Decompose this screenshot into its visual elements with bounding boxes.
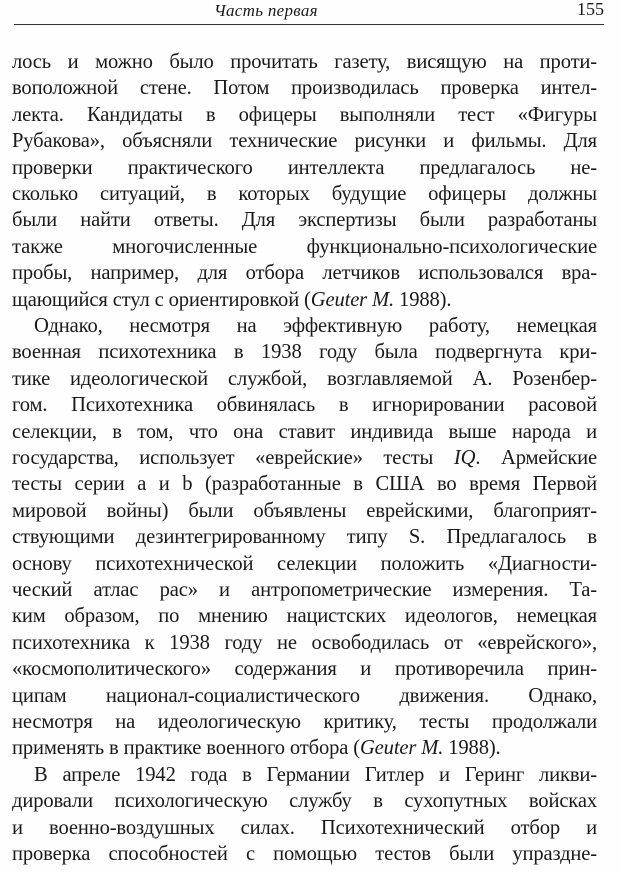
text-line: также многочисленные функционально-психологические xyxy=(12,235,597,258)
text-line: несмотря на идеологическую критику, тесты продолжали xyxy=(12,711,597,733)
text-line: военная психотехника в 1938 году была подвергнута кри- xyxy=(12,341,597,364)
text-line: основу психотехнической селекции положить «Диагности- xyxy=(12,552,597,575)
text-line: Рубакова», объясняли технические рисунки и фильмы. Для xyxy=(12,130,597,153)
text-line: проверки практического интеллекта предлагалось не- xyxy=(12,156,597,179)
text-span: щающийся стул с ориентировкой ( xyxy=(12,288,311,311)
text-line: селекции, в том, что она ставит индивида выше народа и xyxy=(12,420,597,443)
text-line: дировали психологическую службу в сухопутных войсках xyxy=(12,790,597,813)
text-line: психотехника к 1938 году не освободилась от «еврейского», xyxy=(12,631,597,654)
text-line: и военно-воздушных силах. Психотехнический отбор и xyxy=(12,816,597,839)
text-line: лось и можно было прочитать газету, висящую на проти- xyxy=(12,51,597,73)
citation-author: IQ xyxy=(453,447,476,469)
text-line: пробы, например, для отбора летчиков использовался вра- xyxy=(12,262,597,285)
text-line: лекта. Кандидаты в офицеры выполняли тест «Фигуры xyxy=(12,103,597,126)
text-span: 1988). xyxy=(443,737,501,760)
text-line: сколько ситуаций, в которых будущие офицеры должны xyxy=(12,183,597,205)
text-line: мировой войны) были объявлены еврейскими, благоприят- xyxy=(12,499,597,522)
page-number: 155 xyxy=(577,0,604,19)
text-span: 1988). xyxy=(394,288,452,311)
text-line: «космополитического» содержания и противоречила прин- xyxy=(12,658,597,681)
text-line: были найти ответы. Для экспертизы были разработаны xyxy=(12,209,597,232)
text-span: применять в практике военного отбора ( xyxy=(12,737,360,760)
text-line xyxy=(12,444,597,472)
text-line: ствующими дезинтегрированному типу S. Предлагалось в xyxy=(12,526,597,549)
text-line: ким образом, по мнению нацистских идеологов, немецкая xyxy=(12,605,597,628)
text-line: ческий атлас рас» и антропометрические измерения. Та- xyxy=(12,579,597,601)
citation-author: Geuter M. xyxy=(359,737,444,760)
text-line: Однако, несмотря на эффективную работу, немецкая xyxy=(34,315,597,337)
text-line: тике идеологической службой, возглавляемой А. Розенбер- xyxy=(12,367,597,390)
text-line: воположной стене. Потом производилась проверка интел- xyxy=(12,77,597,100)
section-title: Часть первая xyxy=(214,1,318,20)
text-line: тесты серии a и b (разработанные в США во время Первой xyxy=(12,473,597,496)
running-header xyxy=(14,0,604,25)
text-span: государства, использует «еврейские» тесты xyxy=(12,447,454,469)
text-line: гом. Психотехника обвинялась в игнорировании расовой xyxy=(12,394,597,417)
text-line: В апреле 1942 года в Германии Гитлер и Геринг ликви- xyxy=(34,763,597,786)
text-line: проверка способностей с помощью тестов были упраздне- xyxy=(12,843,597,865)
text-span: . Армейские xyxy=(475,447,597,469)
text-line: ципам национал-социалистического движения. Однако, xyxy=(12,684,597,707)
text-line xyxy=(12,286,597,314)
text-line xyxy=(12,734,597,762)
citation-author: Geuter M. xyxy=(310,288,395,311)
